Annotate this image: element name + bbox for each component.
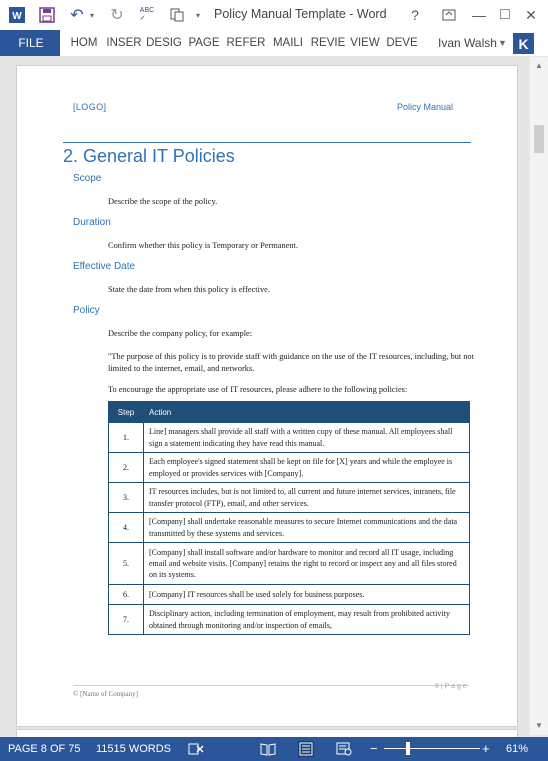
vertical-scrollbar[interactable] [530,57,548,735]
document-area [0,57,548,735]
table-header-row [109,402,470,423]
spelling-check-icon[interactable]: ABC ✓ [139,7,155,22]
table-cell-step: 1. [109,423,144,453]
table-header-action: Action [144,402,470,423]
table-cell-action: IT resources includes, but is not limited to, all current and future internet services, intranets, file transfer protocol (FTP), email, and other services. [144,483,470,513]
table-cell-step: 5. [109,543,144,585]
table-row [109,585,470,605]
undo-dropdown-icon[interactable]: ▾ [89,10,94,20]
tab-insert[interactable]: INSER [104,30,144,56]
policy-intro: To encourage the appropriate use of IT resources, please adhere to the following policies: [108,385,408,394]
table-cell-step: 3. [109,483,144,513]
section-text-scope: Describe the scope of the policy. [108,197,218,206]
table-cell-action: [Company] shall install software and/or hardware to monitor and record all IT usage, including email and website visits. [Company] retains the right to record or inspect any and all files stored on its systems. [144,543,470,585]
svg-text:W: W [12,11,22,22]
tab-references[interactable]: REFER [224,30,268,56]
minimize-button[interactable]: — [472,7,486,23]
footer-rule [73,685,469,686]
window-title: Policy Manual Template - Word [214,7,387,21]
tab-home[interactable]: HOM [64,30,104,56]
zoom-in-icon[interactable]: + [482,741,490,756]
word-count[interactable]: 11515 WORDS [96,743,171,755]
footer-page-number: 8 | P a g e [435,683,467,690]
tab-developer[interactable]: DEVE [382,30,422,56]
quick-access-icon[interactable] [166,3,188,27]
table-cell-action: Each employee's signed statement shall be kept on file for [X] years and while the employee is employed or provides services with [Company]. [144,453,470,483]
scroll-down-arrow-icon[interactable]: ▼ [535,721,543,730]
tab-design[interactable]: DESIG [144,30,184,56]
web-layout-icon[interactable] [336,741,352,757]
tab-mailings[interactable]: MAILI [268,30,308,56]
scroll-up-arrow-icon[interactable]: ▲ [535,61,543,70]
zoom-out-icon[interactable]: − [370,741,378,756]
table-cell-step: 4. [109,513,144,543]
table-cell-step: 2. [109,453,144,483]
page-count[interactable]: PAGE 8 OF 75 [8,743,81,755]
user-avatar[interactable]: K [513,33,534,54]
table-row [109,483,470,513]
table-cell-action: [Company] IT resources shall be used solely for business purposes. [144,585,470,605]
table-row [109,605,470,635]
close-button[interactable]: ✕ [525,6,537,23]
save-icon[interactable] [36,3,58,27]
restore-button[interactable]: □ [500,6,510,23]
policy-table [108,401,470,635]
heading-1: 2. General IT Policies [63,146,235,166]
scrollbar-thumb[interactable] [534,125,544,153]
section-text-effective-date: State the date from when this policy is effective. [108,285,270,294]
table-cell-step: 6. [109,585,144,605]
document-page[interactable] [16,65,518,727]
table-row [109,543,470,585]
section-heading-policy: Policy [73,305,100,316]
word-app-icon[interactable] [6,3,28,27]
heading-rule [63,142,471,143]
read-mode-icon[interactable] [260,741,276,757]
header-title: Policy Manual [397,102,454,112]
table-header-step: Step [109,402,144,423]
tab-page-layout[interactable]: PAGE [184,30,224,56]
footer-company: © [Name of Company] [73,690,138,698]
help-icon[interactable]: ? [411,7,419,23]
tab-view[interactable]: VIEW [348,30,382,56]
ribbon-tabs [60,30,548,56]
proofing-icon[interactable] [188,741,204,757]
header-logo: [LOGO] [73,102,107,112]
zoom-slider-thumb[interactable] [406,742,410,755]
table-cell-action: [Company] shall undertake reasonable measures to secure Internet communications and the data transmitted by these systems and services. [144,513,470,543]
tab-review[interactable]: REVIE [308,30,348,56]
section-text-policy: Describe the company policy, for example: [108,329,253,338]
undo-icon[interactable]: ↶ [70,7,84,24]
table-cell-step: 7. [109,605,144,635]
section-text-duration: Confirm whether this policy is Temporary or Permanent. [108,241,298,250]
status-bar [0,737,548,761]
ribbon-display-icon[interactable] [436,3,462,27]
table-row [109,423,470,453]
section-heading-duration: Duration [73,217,111,228]
user-dropdown-icon[interactable]: ▼ [498,38,507,48]
policy-quote: "The purpose of this policy is to provide staff with guidance on the use of the IT resources, including, but not limited to the internet, email, and networks. [108,352,474,373]
user-name[interactable]: Ivan Walsh [438,36,497,50]
customize-toolbar-icon[interactable]: ▾ [195,10,200,20]
redo-icon[interactable]: ↻ [110,7,124,24]
title-bar [0,0,548,31]
table-cell-action: Line] managers shall provide all staff with a written copy of these manual. All employees shall sign a statement indicating they have read this manual. [144,423,470,453]
zoom-level[interactable]: 61% [506,743,529,755]
print-layout-icon[interactable] [298,741,314,757]
table-cell-action: Disciplinary action, including termination of employment, may result from prohibited activity obtained through monitoring and/or inspection of emails, [144,605,470,635]
table-row [109,513,470,543]
file-tab[interactable]: FILE [6,30,56,56]
section-heading-scope: Scope [73,173,102,184]
table-row [109,453,470,483]
zoom-slider-track[interactable] [384,748,480,749]
section-heading-effective-date: Effective Date [73,261,136,272]
